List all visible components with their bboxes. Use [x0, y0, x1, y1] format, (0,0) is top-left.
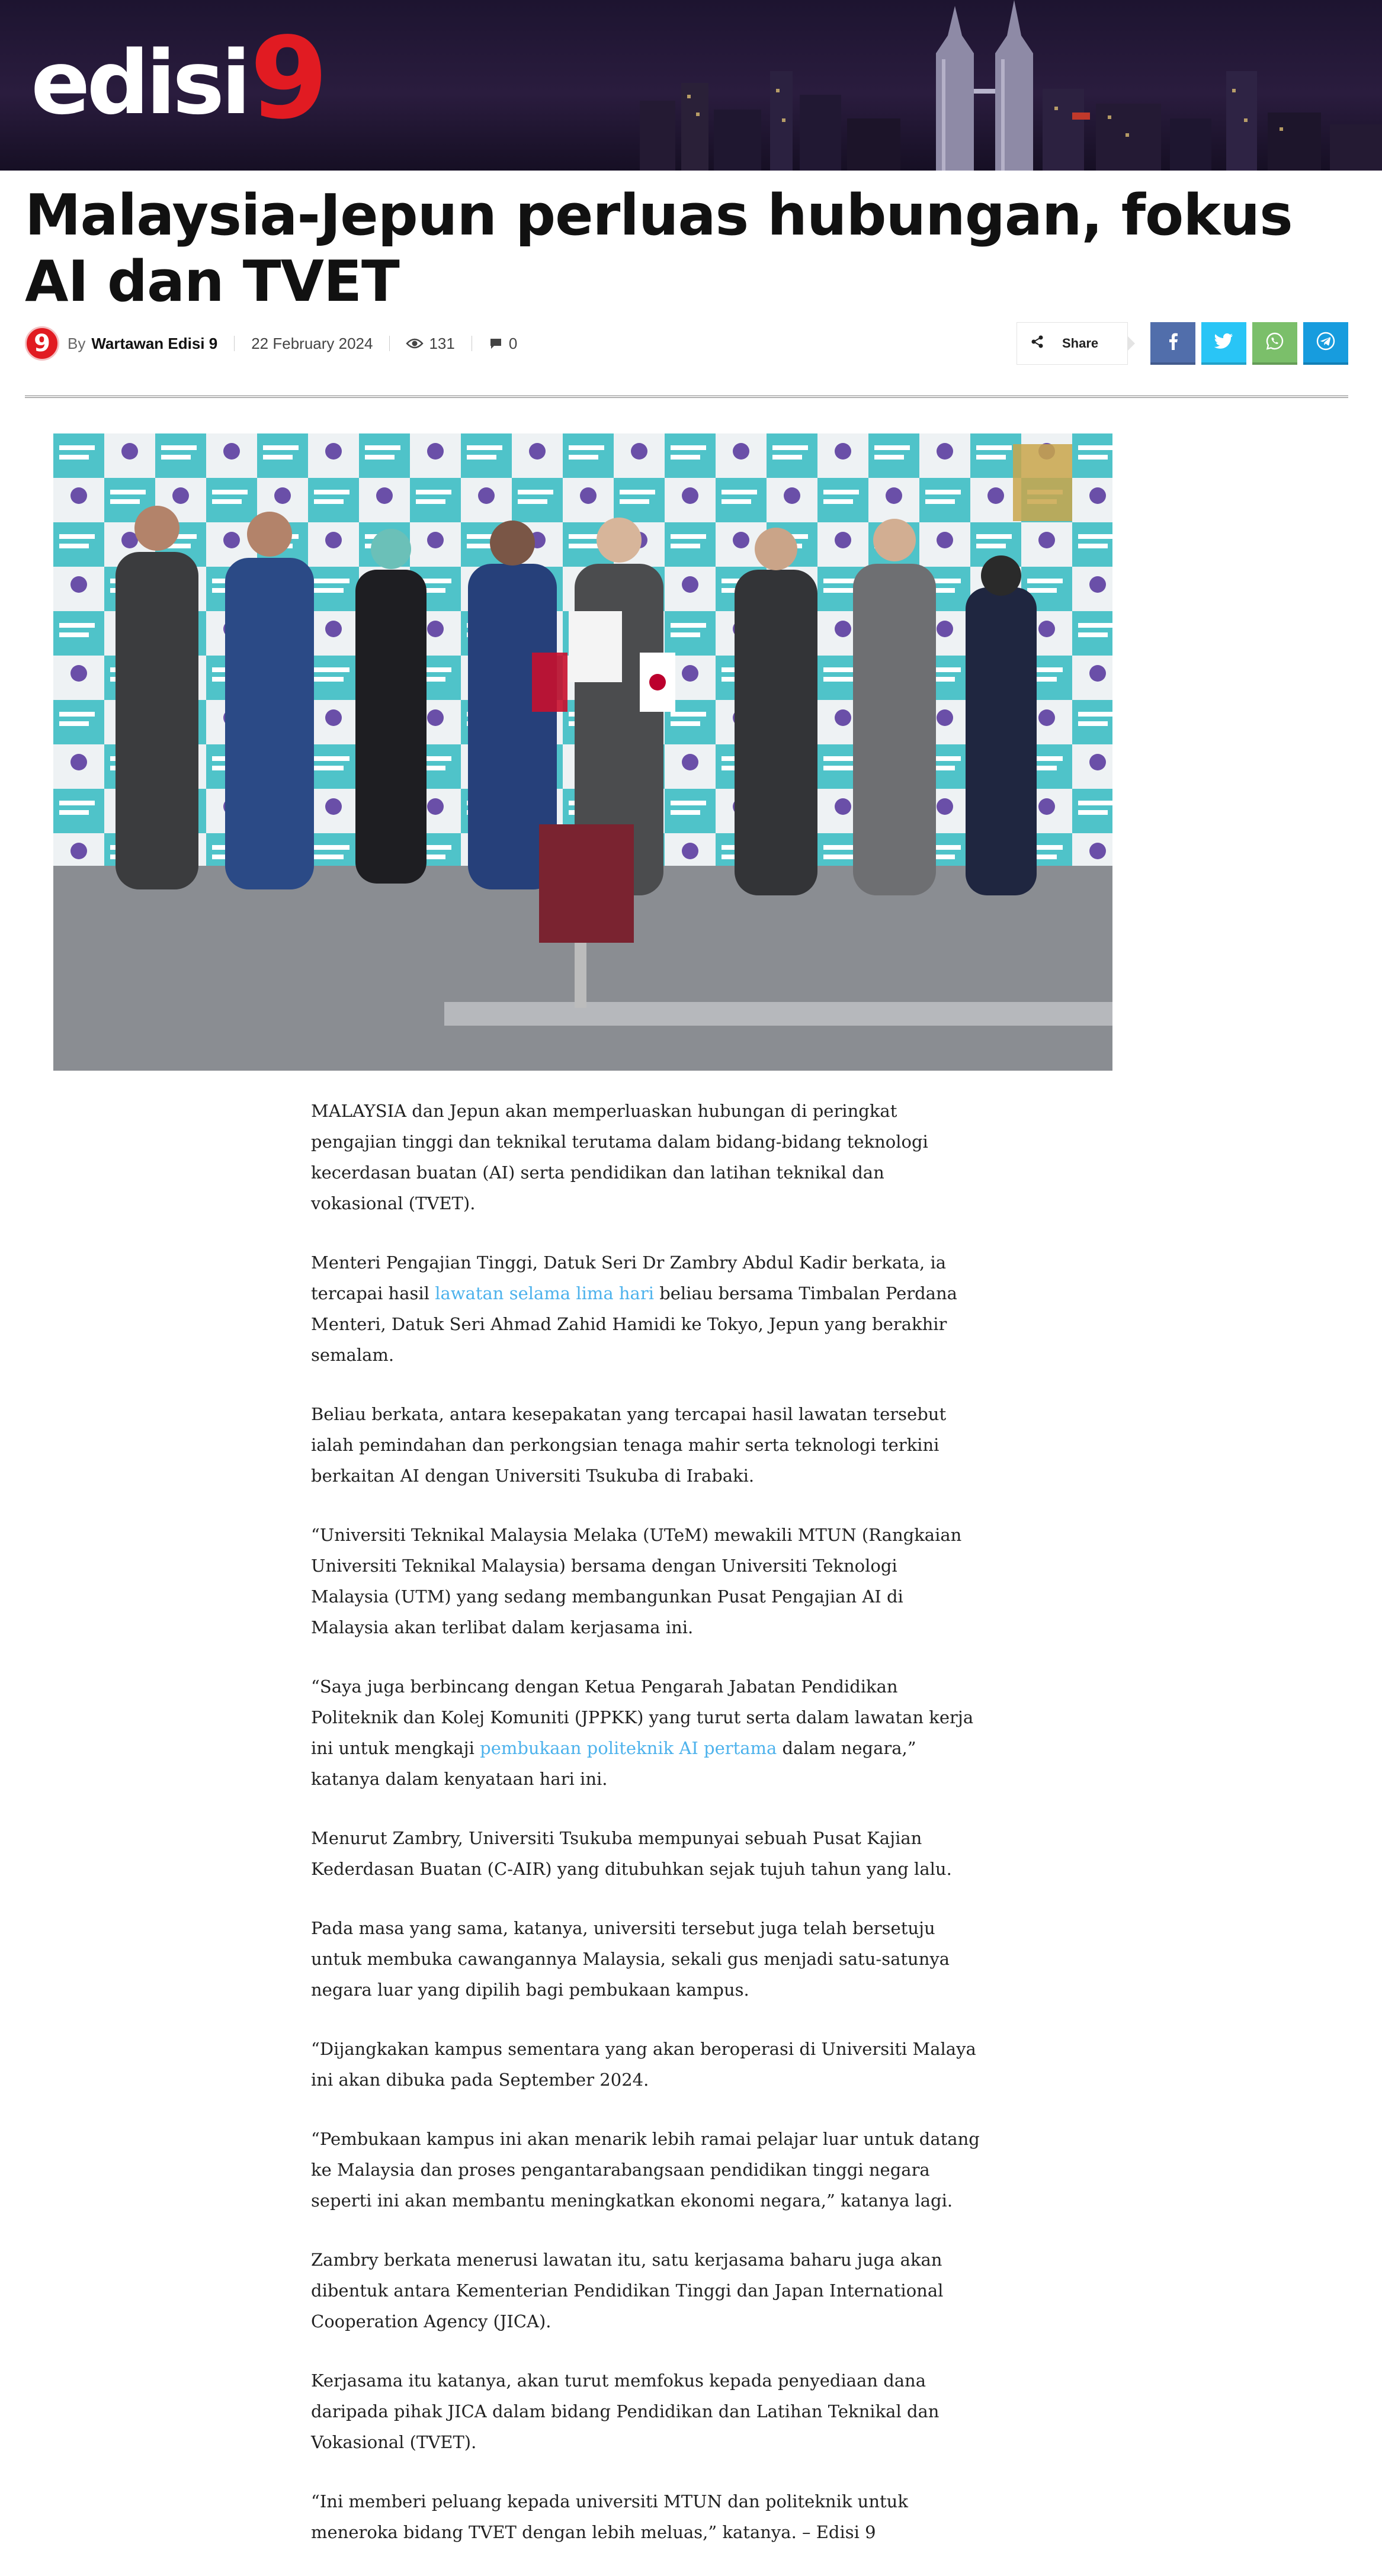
facebook-icon: [1168, 332, 1178, 355]
inline-link-politeknik[interactable]: pembukaan politeknik AI pertama: [480, 1738, 777, 1758]
twitter-icon: [1214, 333, 1233, 354]
share-pointer: [1127, 336, 1135, 351]
article-paragraph: MALAYSIA dan Jepun akan memperluaskan hubungan di peringkat pengajian tinggi dan teknikal terutama dalam bidang-bidang teknologi kecerdasan buatan (AI) serta pendidikan dan latihan teknikal dan vokasional (TVET).: [311, 1101, 928, 1213]
telegram-share-button[interactable]: [1303, 322, 1348, 365]
article-paragraph: “Ini memberi peluang kepada universiti MTUN dan politeknik untuk meneroka bidang TVET dengan lebih meluas,” katanya. – Edisi 9: [311, 2491, 908, 2542]
article-paragraph: Pada masa yang sama, katanya, universiti tersebut juga telah bersetuju untuk membuka cawangannya Malaysia, sekali gus menjadi satu-satunya negara luar yang dipilih bagi pembukaan kampus.: [311, 1918, 950, 2000]
whatsapp-icon: [1266, 332, 1284, 355]
article-paragraph: “Universiti Teknikal Malaysia Melaka (UTeM) mewakili MTUN (Rangkaian Universiti Teknikal Malaysia) bersama dengan Universiti Teknologi Malaysia (UTM) yang sedang membangunkan Pusat Pengajian AI di Malaysia akan terlibat dalam kerjasama ini.: [311, 1525, 962, 1637]
header-divider: [25, 396, 1348, 398]
article-paragraph: Zambry berkata menerusi lawatan itu, satu kerjasama baharu juga akan dibentuk antara Kementerian Pendidikan Tinggi dan Japan International Cooperation Agency (JICA).: [311, 2250, 944, 2331]
twitter-share-button[interactable]: [1201, 322, 1246, 365]
share-button[interactable]: [1017, 322, 1128, 365]
article-title: Malaysia-Jepun perluas hubungan, fokus AI dan TVET: [25, 183, 1293, 314]
article-paragraph: [311, 1671, 980, 1794]
article-paragraph: “Dijangkakan kampus sementara yang akan beroperasi di Universiti Malaya ini akan dibuka pada September 2024.: [311, 2039, 976, 2090]
site-logo[interactable]: [31, 13, 329, 144]
meta-separator: [389, 336, 390, 351]
telegram-icon: [1316, 332, 1335, 355]
article-paragraph: Beliau berkata, antara kesepakatan yang tercapai hasil lawatan tersebut ialah pemindahan dan perkongsian tenaga mahir serta teknologi terkini berkaitan AI dengan Universiti Tsukuba di Irabaki.: [311, 1404, 947, 1486]
eye-icon: [406, 338, 423, 349]
article-meta: [25, 325, 517, 362]
paragraph-text: Menteri Pengajian Tinggi, Datuk Seri Dr Zambry Abdul Kadir berkata, ia tercapai hasil: [311, 1252, 947, 1303]
article-paragraph: “Pembukaan kampus ini akan menarik lebih ramai pelajar luar untuk datang ke Malaysia dan proses pengantarabangsaan pendidikan tinggi negara seperti ini akan membantu meningkatkan ekonomi negara,” katanya lagi.: [311, 2129, 980, 2211]
whatsapp-share-button[interactable]: [1252, 322, 1297, 365]
paragraph-text: dalam negara,” katanya dalam kenyataan hari ini.: [311, 1738, 916, 1789]
author-avatar[interactable]: 9: [25, 326, 59, 361]
publish-date: 22 February 2024: [251, 334, 373, 352]
inline-link-lawatan[interactable]: lawatan selama lima hari: [435, 1283, 654, 1303]
share-icon: [1030, 335, 1044, 352]
article-paragraph: Kerjasama itu katanya, akan turut memfokus kepada penyediaan dana daripada pihak JICA dalam bidang Pendidikan dan Latihan Teknikal dan Vokasional (TVET).: [311, 2371, 939, 2452]
site-header: [0, 0, 1382, 171]
facebook-share-button[interactable]: [1150, 322, 1195, 365]
article-paragraph: [311, 1247, 980, 1370]
view-count: 131: [429, 334, 455, 352]
article-paragraph: Menurut Zambry, Universiti Tsukuba mempunyai sebuah Pusat Kajian Kederdasan Buatan (C-AIR) yang ditubuhkan sejak tujuh tahun yang lalu.: [311, 1828, 952, 1879]
paragraph-text: beliau bersama Timbalan Perdana Menteri, Datuk Seri Ahmad Zahid Hamidi ke Tokyo, Jepun yang berakhir semalam.: [311, 1283, 957, 1365]
logo-number: 9: [249, 13, 329, 144]
author-link[interactable]: Wartawan Edisi 9: [91, 334, 218, 352]
paragraph-text: “Saya juga berbincang dengan Ketua Pengarah Jabatan Pendidikan Politeknik dan Kolej Komuniti (JPPKK) yang turut serta dalam lawatan kerja ini untuk mengkaji: [311, 1676, 974, 1758]
article-featured-image[interactable]: [53, 433, 1112, 1071]
logo-text: edisi: [31, 31, 248, 134]
meta-separator: [234, 336, 235, 351]
by-label: By: [68, 334, 86, 352]
share-label: Share: [1062, 336, 1099, 351]
comment-icon[interactable]: [489, 337, 503, 350]
article-body: [311, 1096, 980, 2576]
comment-count[interactable]: 0: [508, 334, 518, 352]
